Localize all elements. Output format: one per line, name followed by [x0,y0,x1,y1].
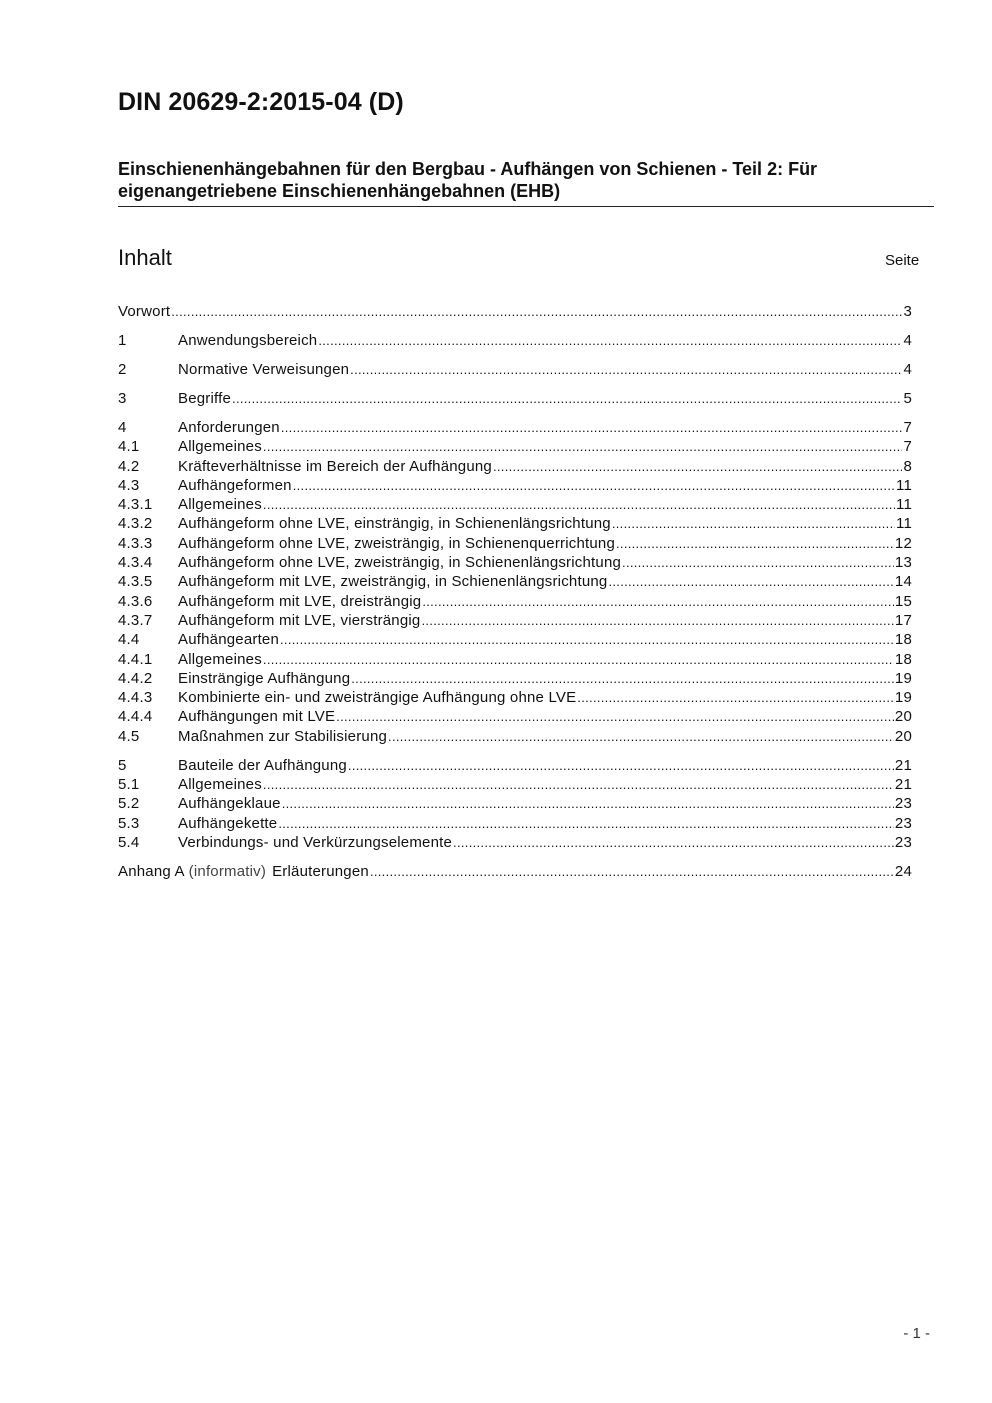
toc-entry-title: Aufhängeform mit LVE, zweisträngig, in Schienenlängsrichtung [178,573,608,591]
toc-entry-page: 11 [896,476,912,494]
toc-entry[interactable] [118,669,912,688]
toc-leader-dots [278,814,894,833]
toc-entry-page: 8 [903,457,912,475]
document-title-line2: eigenangetriebene Einschienenhängebahnen (EHB) [118,181,561,201]
toc-leader-dots [493,457,902,476]
toc-entry[interactable] [118,630,912,649]
toc-entry-page: 21 [894,775,912,793]
toc-entry[interactable] [118,437,912,456]
toc-entry-page: 20 [894,708,912,726]
toc-entry-page: 18 [894,650,912,668]
toc-entry-number: 4.4 [118,631,140,649]
toc-entry-page: 17 [894,611,912,629]
toc-leader-dots [370,862,894,881]
toc-leader-dots [282,794,894,813]
toc-entry-number: 4.5 [118,727,140,745]
toc-entry-title: Allgemeines [178,496,262,514]
toc-leader-dots [318,331,902,350]
toc-entry-number: 4.4.4 [118,708,153,726]
toc-entry-title: Normative Verweisungen [178,360,350,378]
toc-entry-page: 13 [894,554,912,572]
toc-entry-title: Bauteile der Aufhängung [178,756,347,774]
toc-leader-dots [616,534,894,553]
toc-entry-number: 1 [118,331,127,349]
toc-entry-page: 23 [894,833,912,851]
toc-entry-number: 4.3.4 [118,554,153,572]
toc-entry[interactable] [118,650,912,669]
toc-entry-foreword[interactable] [118,302,912,321]
toc-entry-title: Aufhängeform ohne LVE, einsträngig, in Schienenlängsrichtung [178,515,611,533]
toc-entry[interactable] [118,688,912,707]
toc-leader-dots [453,833,894,852]
toc-entry-number: 4.3.1 [118,496,153,514]
toc-leader-dots [388,727,894,746]
document-title [118,158,918,202]
toc-leader-dots [232,389,902,408]
toc-entry-title: Begriffe [178,389,232,407]
toc-entry-number: 4.2 [118,457,140,475]
toc-entry-title: Aufhängeform ohne LVE, zweisträngig, in Schienenquerrichtung [178,534,615,552]
toc-entry[interactable] [118,331,912,350]
toc-entry-page: 21 [894,756,912,774]
toc-leader-dots [263,650,894,669]
toc-leader-dots [421,611,893,630]
toc-entry-number: 4.3.7 [118,611,153,629]
toc-entry[interactable] [118,756,912,775]
toc-entry-page: 24 [894,862,912,880]
title-divider [118,206,934,207]
toc-leader-dots [171,302,902,321]
toc-leader-dots [263,775,894,794]
toc-entry[interactable] [118,814,912,833]
toc-entry[interactable] [118,572,912,591]
toc-entry-number: 3 [118,389,127,407]
toc-entry-number: 5 [118,756,127,774]
toc-leader-dots [622,553,894,572]
toc-entry[interactable] [118,553,912,572]
toc-entry-number: 4.3.5 [118,573,153,591]
toc-entry-page: 7 [903,418,912,436]
toc-entry-number: 4 [118,418,127,436]
toc-leader-dots [608,572,893,591]
toc-entry-number: 4.3.2 [118,515,153,533]
toc-entry-title: Vorwort [118,303,171,320]
table-of-contents [118,302,912,881]
toc-entry-page: 19 [894,669,912,687]
toc-entry[interactable] [118,794,912,813]
toc-entry-title: Aufhängearten [178,631,280,649]
toc-entry[interactable] [118,514,912,533]
toc-entry-number: 2 [118,360,127,378]
toc-entry-number: 4.3.6 [118,592,153,610]
toc-leader-dots [336,707,894,726]
toc-entry-list [118,331,912,852]
toc-entry-page: 14 [894,573,912,591]
toc-leader-dots [350,360,902,379]
toc-leader-dots [263,495,895,514]
toc-entry[interactable] [118,389,912,408]
toc-leader-dots [348,756,894,775]
toc-entry[interactable] [118,418,912,437]
toc-entry-title: Aufhängeform ohne LVE, zweisträngig, in Schienenlängsrichtung [178,554,622,572]
toc-entry-title: Aufhängekette [178,814,278,832]
toc-entry-page: 7 [903,438,912,456]
toc-entry-annex[interactable] [118,862,912,881]
toc-entry-number: 4.4.1 [118,650,153,668]
toc-leader-dots [281,418,903,437]
toc-leader-dots [263,437,903,456]
toc-entry[interactable] [118,457,912,476]
toc-entry-number: 4.3.3 [118,534,153,552]
toc-entry-page: 4 [903,331,912,349]
toc-entry-page: 11 [896,515,912,533]
toc-entry[interactable] [118,833,912,852]
toc-entry-title: Einsträngige Aufhängung [178,669,351,687]
toc-entry-number: 5.2 [118,795,140,813]
toc-entry-title: Aufhängungen mit LVE [178,708,336,726]
toc-entry-title: Anwendungsbereich [178,331,318,349]
toc-entry-title: Aufhängeform mit LVE, viersträngig [178,611,421,629]
toc-entry-page: 20 [894,727,912,745]
toc-entry-title: Allgemeines [178,775,262,793]
annex-note: (informativ) [188,862,267,880]
toc-leader-dots [293,476,895,495]
toc-annex-title [118,862,369,881]
page-column-label: Seite [885,252,920,269]
toc-leader-dots [280,630,894,649]
toc-entry-title: Anforderungen [178,418,280,436]
toc-leader-dots [612,514,895,533]
toc-entry-page: 23 [894,814,912,832]
toc-entry[interactable] [118,592,912,611]
toc-entry-title: Verbindungs- und Verkürzungselemente [178,833,453,851]
toc-entry-page: 12 [894,534,912,552]
toc-leader-dots [422,592,894,611]
document-title-line1: Einschienenhängebahnen für den Bergbau - Aufhängen von Schienen - Teil 2: Für [118,159,818,179]
toc-heading: Inhalt [118,245,172,270]
annex-label: Anhang A [118,862,185,880]
toc-entry-title: Kombinierte ein- und zweisträngige Aufhängung ohne LVE [178,689,577,707]
toc-entry-number: 4.1 [118,438,140,456]
toc-entry-page: 4 [903,360,912,378]
toc-entry-title: Aufhängeform mit LVE, dreisträngig [178,592,422,610]
toc-entry[interactable] [118,775,912,794]
toc-entry-page: 18 [894,631,912,649]
toc-entry[interactable] [118,727,912,746]
toc-leader-dots [577,688,894,707]
toc-entry-page: 11 [896,496,912,514]
toc-entry[interactable] [118,495,912,514]
toc-entry-page: 23 [894,795,912,813]
toc-entry-page: 19 [894,689,912,707]
document-id: DIN 20629-2:2015-04 (D) [118,88,404,116]
toc-entry-title: Maßnahmen zur Stabilisierung [178,727,388,745]
toc-entry[interactable] [118,611,912,630]
toc-entry-title: Aufhängeklaue [178,795,281,813]
toc-entry-number: 5.4 [118,833,140,851]
toc-entry-title: Allgemeines [178,650,262,668]
toc-entry-title: Aufhängeformen [178,476,292,494]
toc-entry-number: 4.3 [118,476,140,494]
toc-entry-number: 5.1 [118,775,140,793]
toc-entry-number: 4.4.2 [118,669,153,687]
annex-title: Erläuterungen [272,862,369,880]
toc-entry-page: 5 [903,389,912,407]
toc-entry-title: Kräfteverhältnisse im Bereich der Aufhängung [178,457,492,475]
toc-entry[interactable] [118,707,912,726]
toc-entry-page: 15 [894,592,912,610]
toc-entry-title: Allgemeines [178,438,262,456]
toc-entry-number: 5.3 [118,814,140,832]
toc-entry[interactable] [118,360,912,379]
toc-leader-dots [351,669,894,688]
toc-entry-number: 4.4.3 [118,689,153,707]
page-number: - 1 - [903,1325,930,1342]
toc-entry[interactable] [118,534,912,553]
toc-entry-page: 3 [903,303,912,320]
toc-entry[interactable] [118,476,912,495]
